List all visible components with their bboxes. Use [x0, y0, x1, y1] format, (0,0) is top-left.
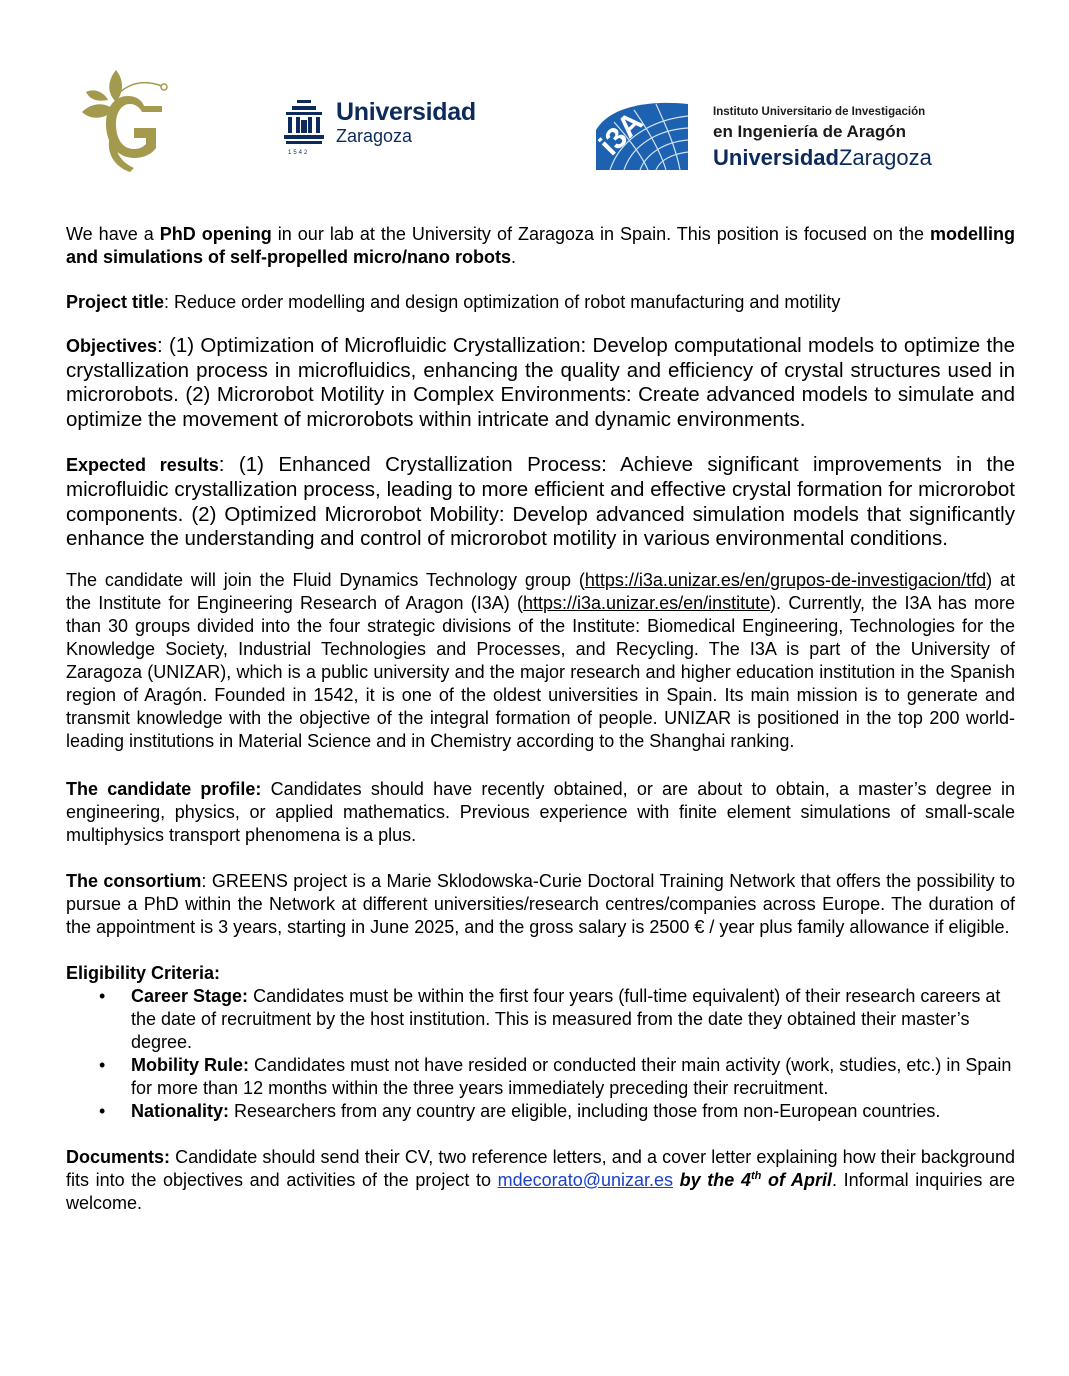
- deadline-suffix: th: [750, 1169, 762, 1182]
- documents-label: Documents:: [66, 1146, 171, 1167]
- career-stage-label: Career Stage:: [131, 985, 249, 1006]
- candidate-text-2: ) at the Institute for Engineering Research of Aragon (I3A) (: [66, 569, 1015, 613]
- intro-bold-topic: modelling and simulations of self-propelled micro/nano robots: [66, 224, 1015, 267]
- consortium-text: : GREENS project is a Marie Sklodowska-Curie Doctoral Training Network that offers the possibility to pursue a PhD within the Network at different universities/research centres/companies across Europe. The duration of the appointment is 3 years, starting in June 2025, and the gross salary is 2500 € / year plus family allowance if eligible.: [66, 870, 1015, 937]
- project-title-text: : Reduce order modelling and design optimization of robot manufacturing and motility: [164, 292, 841, 312]
- intro-paragraph: [66, 223, 1015, 269]
- greens-logo: [72, 62, 174, 174]
- i3a-grid-globe-icon: [590, 100, 688, 170]
- i3a-institute-link[interactable]: https://i3a.unizar.es/en/institute: [522, 592, 771, 613]
- eligibility-heading: [66, 962, 1015, 985]
- contact-email-link[interactable]: mdecorato@unizar.es: [497, 1169, 674, 1190]
- deadline-month: of April: [761, 1169, 832, 1190]
- objectives-label: Objectives: [66, 336, 158, 356]
- unizar-name: Universidad: [336, 98, 476, 126]
- expected-results-label: Expected results: [66, 455, 219, 476]
- nationality-label: Nationality:: [131, 1100, 230, 1121]
- mobility-rule-label: Mobility Rule:: [131, 1054, 249, 1075]
- documents-text-1: Candidate should send their CV, two reference letters, and a cover letter explaining how their background fits into the objectives and activities of the project to: [66, 1146, 1015, 1190]
- university-building-icon: [284, 100, 324, 150]
- candidate-text-1: The candidate will join the Fluid Dynamics Technology group (: [66, 569, 585, 590]
- tfd-group-link[interactable]: https://i3a.unizar.es/en/grupos-de-investigacion/tfd: [584, 569, 987, 590]
- consortium-label: The consortium: [66, 870, 202, 891]
- expected-results-text: : (1) Enhanced Crystallization Process: Achieve significant improvements in the microfluidic crystallization process, leading to more efficient and effective crystal formation for microrobot components. (2) Optimized Microrobot Mobility: Develop advanced simulation models that significantly enhance the understanding and control of microrobot motility in various environmental conditions.: [66, 453, 1015, 551]
- list-item: [131, 1100, 1015, 1123]
- consortium-paragraph: [66, 870, 1015, 939]
- project-title-paragraph: [66, 291, 1015, 314]
- documents-text-2: . Informal inquiries are welcome.: [66, 1169, 1015, 1213]
- document-body: [66, 223, 1015, 1215]
- intro-text-2: in our lab at the University of Zaragoza in Spain. This position is focused on the: [271, 224, 930, 244]
- mobility-rule-text: Candidates must not have resided or conducted their main activity (work, studies, etc.) in Spain for more than 12 months within the three years immediately preceding their recruitment.: [131, 1054, 1012, 1098]
- list-item: [131, 1054, 1015, 1100]
- greens-leaf-g-icon: [72, 62, 174, 174]
- i3a-line-1: Instituto Universitario de Investigación: [713, 106, 926, 118]
- svg-text:i3A: i3A: [593, 105, 650, 162]
- i3a-line-2: en Ingeniería de Aragón: [713, 122, 907, 141]
- i3a-line-3: [713, 145, 932, 171]
- unizar-city: Zaragoza: [336, 126, 413, 146]
- deadline-text: by the 4: [673, 1169, 751, 1190]
- intro-text-1: We have a: [66, 224, 160, 244]
- project-title-label: Project title: [66, 292, 165, 312]
- profile-text: Candidates should have recently obtained, or are about to obtain, a master’s degree in engineering, physics, or applied mathematics. Previous experience with finite element simulations of small-scale multiphysics transport phenomena is a plus.: [66, 778, 1015, 845]
- profile-label: The candidate profile:: [66, 778, 262, 799]
- unizar-logo: [280, 98, 480, 162]
- career-stage-text: Candidates must be within the first four years (full-time equivalent) of their research careers at the date of recruitment by the host institution. This is measured from the date they obtained their master’s degree.: [131, 985, 1001, 1052]
- candidate-text-3: ). Currently, the I3A has more than 30 groups divided into the four strategic divisions of the Institute: Biomedical Engineering, Technologies for the Knowledge Society, Industrial Technologies and Processes, and Recycling. The I3A is part of the University of Zaragoza (UNIZAR), which is a public university and the major research and higher education institution in the Spanish region of Aragón. Founded in 1542, it is one of the oldest universities in Spain. Its main mission is to generate and transmit knowledge with the objective of the integral formation of people. UNIZAR is positioned in the top 200 world-leading institutions in Material Science and in Chemistry according to the Shanghai ranking.: [66, 592, 1015, 751]
- nationality-text: Researchers from any country are eligible, including those from non-European countries.: [229, 1100, 941, 1121]
- i3a-zaragoza: Zaragoza: [838, 145, 932, 170]
- logo-header: [0, 0, 1069, 200]
- intro-text-3: .: [511, 247, 517, 267]
- eligibility-heading-text: Eligibility Criteria:: [66, 962, 221, 983]
- intro-bold-phd: PhD opening: [159, 224, 272, 244]
- unizar-year: 1542: [288, 150, 310, 156]
- eligibility-list: [66, 985, 1015, 1123]
- profile-paragraph: [66, 778, 1015, 847]
- expected-results-paragraph: [66, 453, 1015, 551]
- objectives-paragraph: [66, 334, 1015, 432]
- list-item: [131, 985, 1015, 1054]
- documents-paragraph: [66, 1146, 1015, 1215]
- candidate-paragraph: [66, 569, 1015, 753]
- i3a-logo: [590, 100, 950, 175]
- objectives-text: : (1) Optimization of Microfluidic Crystallization: Develop computational models to optimize the crystallization process in microfluidics, enhancing the quality and efficiency of crystal structures used in microrobots. (2) Microrobot Motility in Complex Environments: Create advanced models to simulate and optimize the movement of microrobots within intricate and dynamic environments.: [66, 334, 1015, 431]
- i3a-universidad: Universidad: [713, 145, 839, 170]
